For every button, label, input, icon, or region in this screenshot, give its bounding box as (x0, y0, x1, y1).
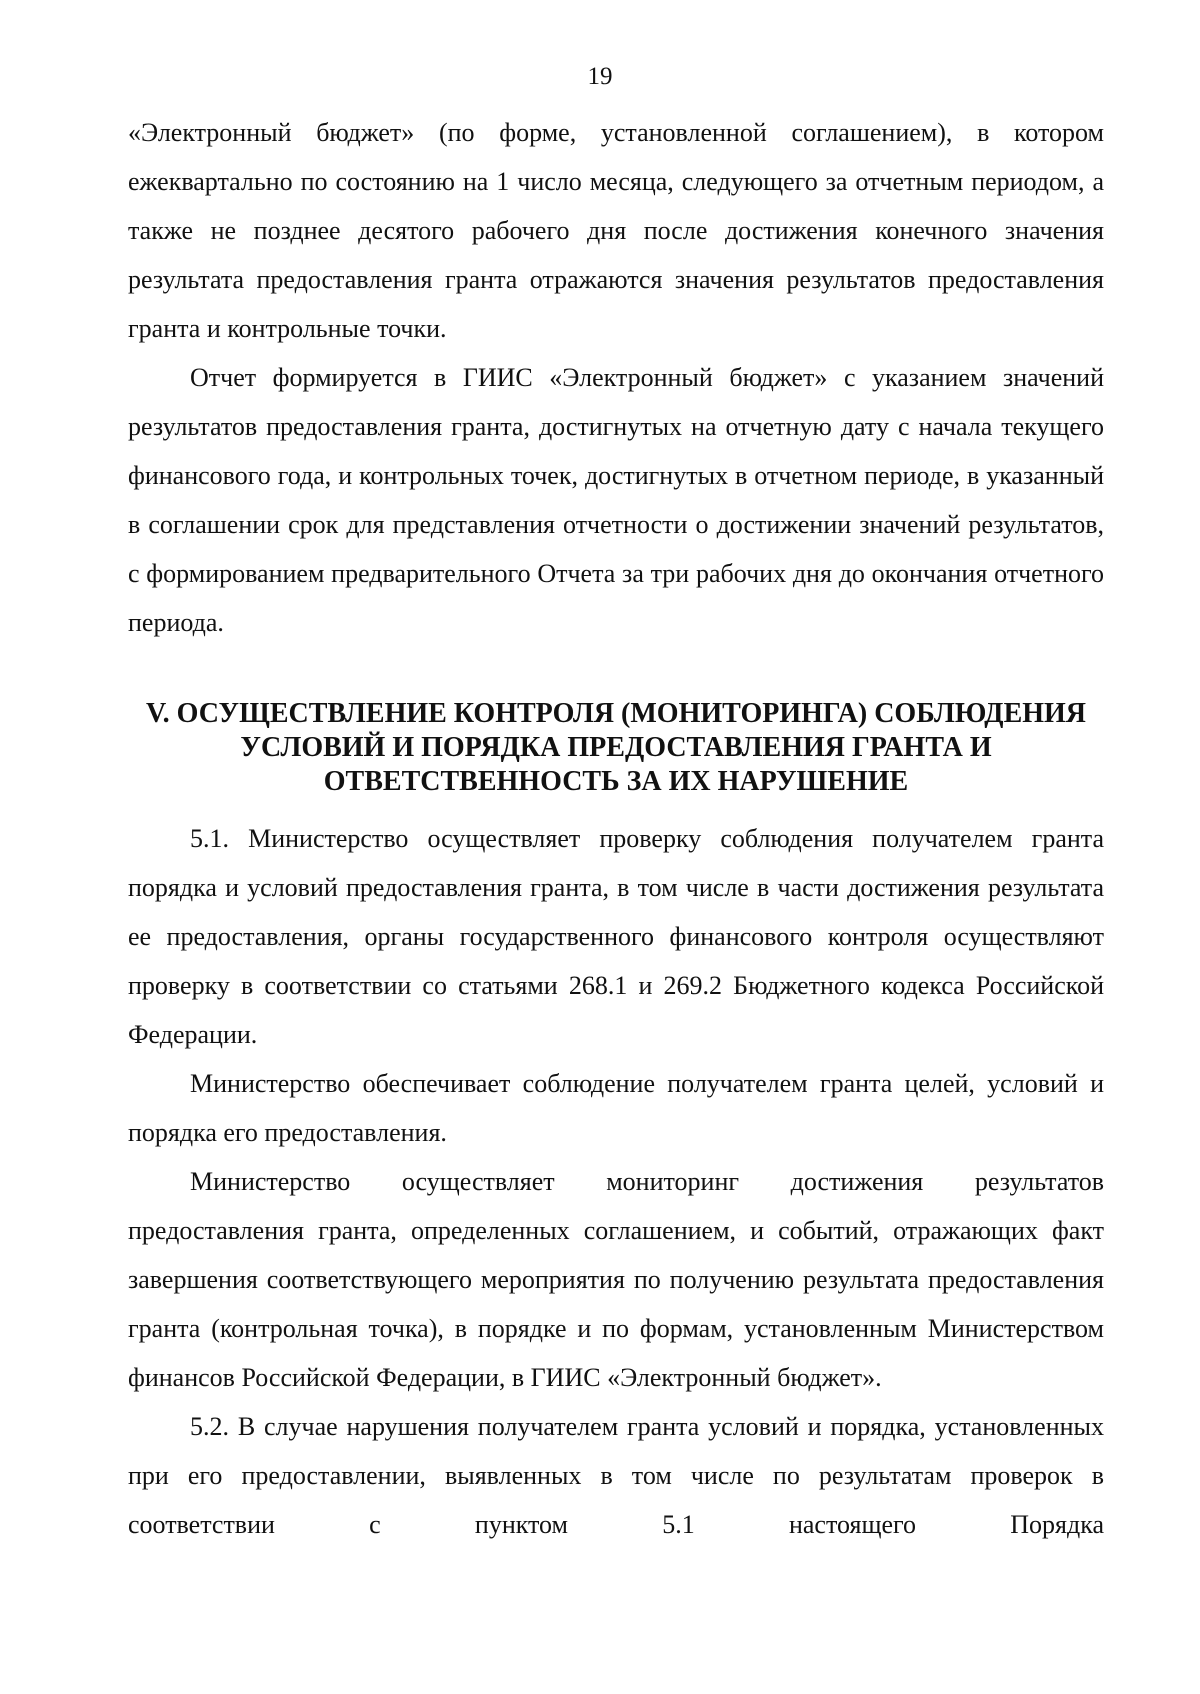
paragraph-ministry-ensures: Министерство обеспечивает соблюдение получателем гранта целей, условий и порядка его предоставления. (128, 1069, 1104, 1147)
paragraph-5-2: 5.2. В случае нарушения получателем гранта условий и порядка, установленных при его предоставлении, выявленных в том числе по результатам проверок в соответствии с пунктом 5.1 настоящего Порядка (128, 1412, 1104, 1539)
paragraph-5-1: 5.1. Министерство осуществляет проверку соблюдения получателем гранта порядка и условий предоставления гранта, в том числе в части достижения результата ее предоставления, органы государственного финансового контроля осуществляют проверку в соответствии со статьями 268.1 и 269.2 Бюджетного кодекса Российской Федерации. (128, 824, 1104, 1049)
section-heading-line: V. ОСУЩЕСТВЛЕНИЕ КОНТРОЛЯ (МОНИТОРИНГА) СОБЛЮДЕНИЯ (145, 698, 1087, 729)
paragraph-continuation: «Электронный бюджет» (по форме, установленной соглашением), в котором ежеквартально по состоянию на 1 число месяца, следующего за отчетным периодом, а также не позднее десятого рабочего дня после достижения конечного значения результата предоставления гранта отражаются значения результатов предоставления гранта и контрольные точки. (128, 118, 1104, 343)
paragraph-report-formation: Отчет формируется в ГИИС «Электронный бюджет» с указанием значений результатов предоставления гранта, достигнутых на отчетную дату с начала текущего финансового года, и контрольных точек, достигнутых в отчетном периоде, в указанный в соглашении срок для представления отчетности о достижении значений результатов, с формированием предварительного Отчета за три рабочих дня до окончания отчетного периода. (128, 363, 1104, 637)
document-body (128, 108, 1104, 1549)
paragraph-ministry-monitoring: Министерство осуществляет мониторинг достижения результатов предоставления гранта, определенных соглашением, и событий, отражающих факт завершения соответствующего мероприятия по получению результата предоставления гранта (контрольная точка), в порядке и по формам, установленным Министерством финансов Российской Федерации, в ГИИС «Электронный бюджет». (128, 1167, 1104, 1392)
section-heading (128, 697, 1104, 799)
section-heading-line: УСЛОВИЙ И ПОРЯДКА ПРЕДОСТАВЛЕНИЯ ГРАНТА И (240, 732, 992, 763)
page-number: 19 (587, 63, 613, 90)
section-heading-line: ОТВЕТСТВЕННОСТЬ ЗА ИХ НАРУШЕНИЕ (323, 766, 909, 797)
